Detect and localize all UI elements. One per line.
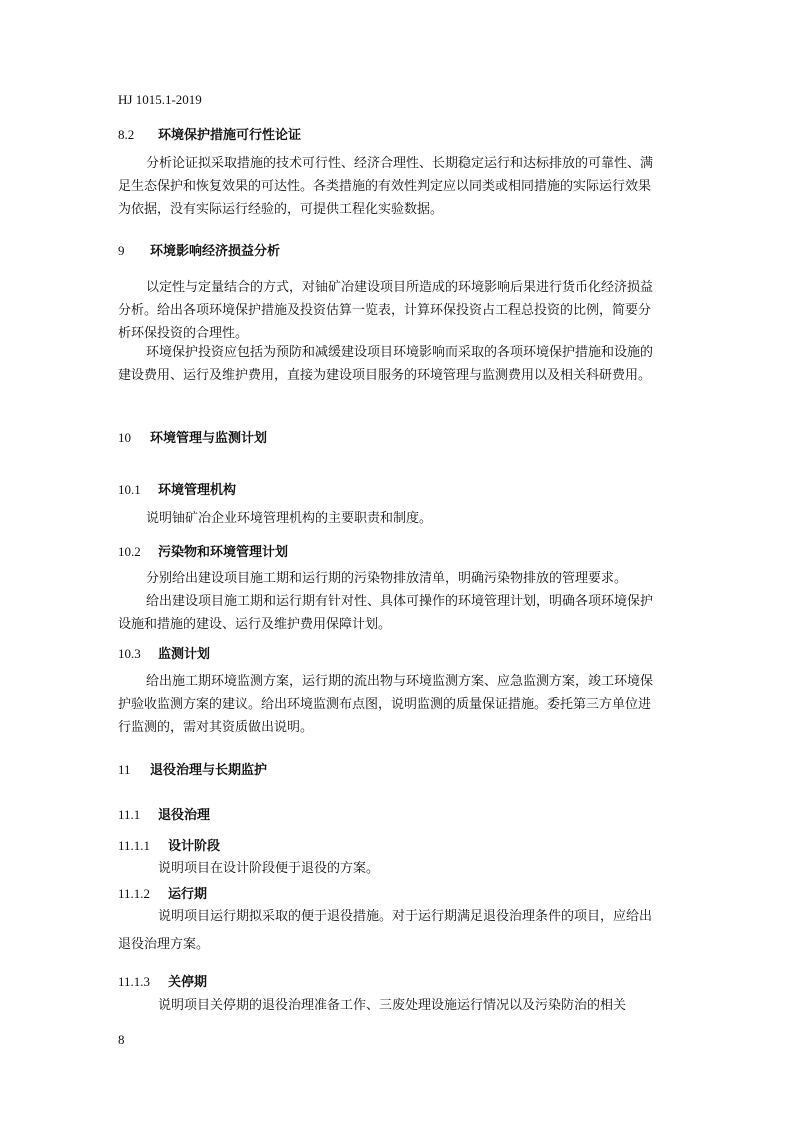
section-heading-9 xyxy=(118,240,280,259)
section-title: 环境管理与监测计划 xyxy=(150,431,268,446)
section-heading-11-1-2 xyxy=(118,883,207,902)
paragraph-10-2-a: 分别给出建设项目施工期和运行期的污染物排放清单，明确污染物排放的管理要求。 xyxy=(146,571,628,586)
section-number: 11.1 xyxy=(118,807,141,822)
section-heading-11 xyxy=(118,759,267,778)
section-number: 10.3 xyxy=(118,646,141,661)
section-title: 环境影响经济损益分析 xyxy=(150,244,281,259)
paragraph-10-3: 给出施工期环境监测方案，运行期的流出物与环境监测方案、应急监测方案，竣工环境保护验收监测方案的建议。给出环境监测布点图，说明监测的质量保证措施。委托第三方单位进行监测的，需对其资质做出说明。 xyxy=(118,674,654,735)
section-title: 环境管理机构 xyxy=(158,483,237,498)
section-heading-10 xyxy=(118,427,267,446)
section-title: 运行期 xyxy=(168,887,208,902)
section-title: 监测计划 xyxy=(158,647,211,662)
section-title: 退役治理 xyxy=(158,808,211,823)
paragraph-9-a: 以定性与定量结合的方式，对铀矿冶建设项目所造成的环境影响后果进行货币化经济损益分析。给出各项环境保护措施及投资估算一览表，计算环保投资占工程总投资的比例，简要分析环保投资的合理性。 xyxy=(118,280,654,341)
section-heading-10-1 xyxy=(118,479,236,498)
section-number: 11.1.2 xyxy=(118,886,151,901)
section-heading-11-1-3 xyxy=(118,971,207,990)
paragraph-11-1-2: 说明项目运行期拟采取的便于退役措施。对于运行期满足退役治理条件的项目，应给出退役治理方案。 xyxy=(118,909,653,952)
section-title: 环境保护措施可行性论证 xyxy=(158,128,302,143)
paragraph-9-b: 环境保护投资应包括为预防和减缓建设项目环境影响而采取的各项环境保护措施和设施的建设费用、运行及维护费用，直接为建设项目服务的环境管理与监测费用以及相关科研费用。 xyxy=(118,345,654,383)
page-number: 8 xyxy=(118,1032,125,1047)
section-heading-11-1-1 xyxy=(118,835,220,854)
paragraph-11-1-1: 说明项目在设计阶段便于退役的方案。 xyxy=(158,861,380,876)
section-number: 11.1.1 xyxy=(118,838,151,853)
section-heading-8-2 xyxy=(118,124,301,143)
section-heading-10-2 xyxy=(118,541,288,560)
section-number: 11 xyxy=(118,762,131,777)
section-number: 9 xyxy=(118,243,125,258)
section-number: 8.2 xyxy=(118,127,135,142)
paragraph-8-2: 分析论证拟采取措施的技术可行性、经济合理性、长期稳定运行和达标排放的可靠性、满足生态保护和恢复效果的可达性。各类措施的有效性判定应以同类或相同措施的实际运行效果为依据，没有实际运行经验的，可提供工程化实验数据。 xyxy=(118,156,654,217)
paragraph-11-1-3: 说明项目关停期的退役治理准备工作、三废处理设施运行情况以及污染防治的相关 xyxy=(158,998,627,1013)
section-title: 退役治理与长期监护 xyxy=(150,763,268,778)
section-number: 11.1.3 xyxy=(118,974,151,989)
section-number: 10.2 xyxy=(118,544,141,559)
paragraph-10-1: 说明铀矿冶企业环境管理机构的主要职责和制度。 xyxy=(146,511,433,526)
section-heading-10-3 xyxy=(118,643,210,662)
section-heading-11-1 xyxy=(118,804,210,823)
section-title: 关停期 xyxy=(168,975,208,990)
paragraph-10-2-b: 给出建设项目施工期和运行期有针对性、具体可操作的环境管理计划，明确各项环境保护设施和措施的建设、运行及维护费用保障计划。 xyxy=(118,594,654,632)
section-number: 10 xyxy=(118,430,131,445)
section-number: 10.1 xyxy=(118,482,141,497)
section-title: 设计阶段 xyxy=(168,839,221,854)
document-header: HJ 1015.1-2019 xyxy=(118,92,202,107)
section-title: 污染物和环境管理计划 xyxy=(158,545,289,560)
